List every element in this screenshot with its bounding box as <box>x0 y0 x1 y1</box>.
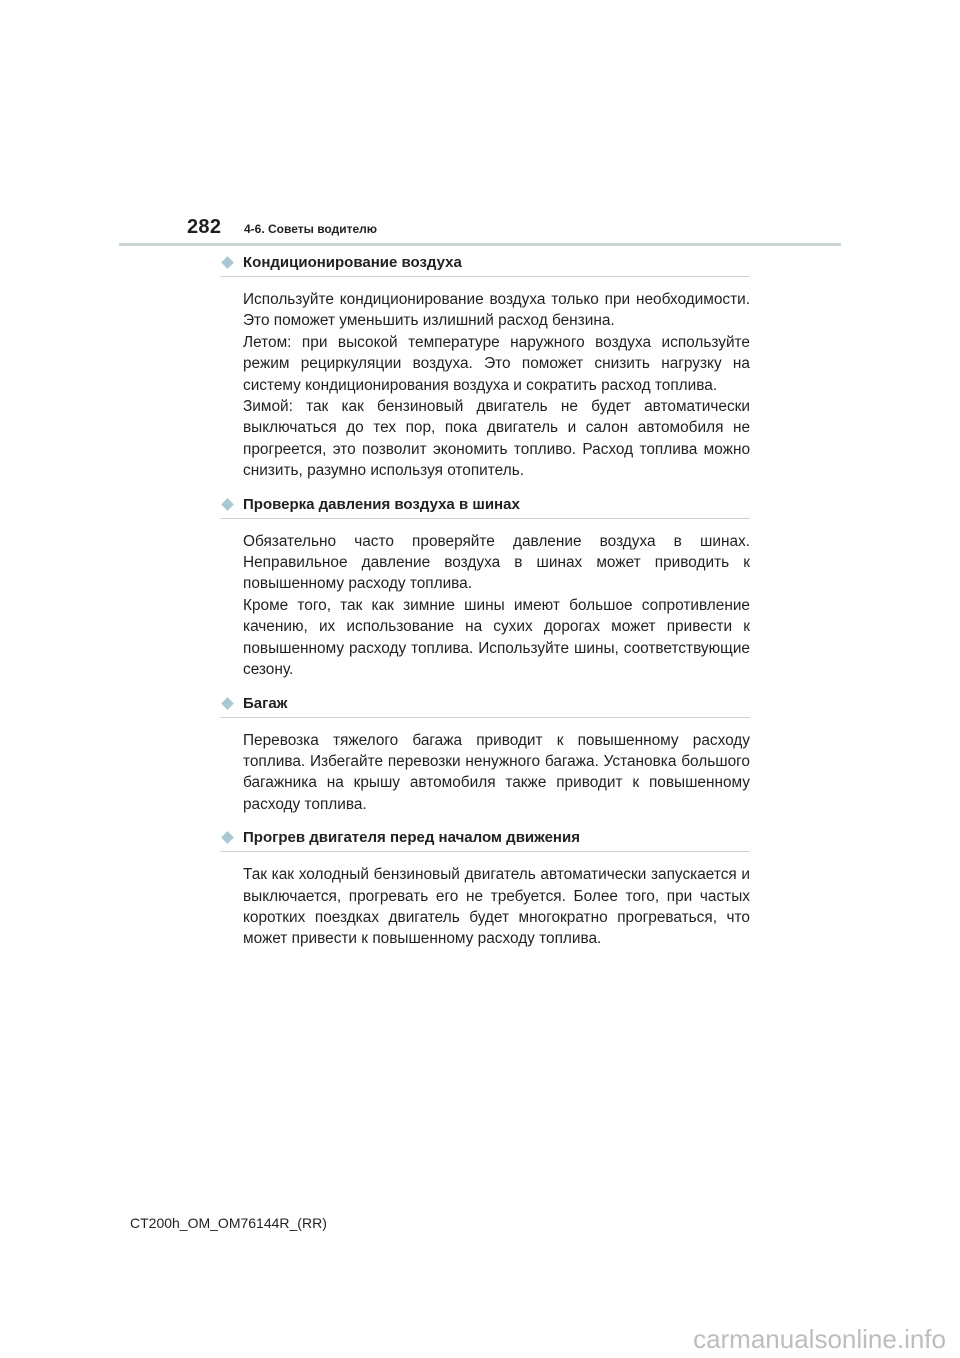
section-title: Кондиционирование воздуха <box>243 254 462 271</box>
diamond-bullet-icon <box>221 697 234 710</box>
header-divider <box>119 243 841 246</box>
paragraph: Зимой: так как бензиновый двигатель не будет автоматически выключаться до тех пор, пока двигатель и салон автомобиля не прогреется, это позволит экономить топливо. Расход топлива можно снизить, разумно используя отопитель. <box>243 398 750 480</box>
section-heading <box>220 494 750 519</box>
page-header <box>0 0 960 250</box>
section-heading <box>220 827 750 852</box>
page-content <box>220 252 750 962</box>
diamond-bullet-icon <box>221 498 234 511</box>
paragraph: Обязательно часто проверяйте давление воздуха в шинах. Неправильное давление воздуха в шинах может приводить к повышенному расходу топлива. <box>243 532 750 593</box>
section-body <box>220 289 750 482</box>
diamond-bullet-icon <box>221 256 234 269</box>
section-heading <box>220 252 750 277</box>
chapter-title: 4-6. Советы водителю <box>244 222 378 236</box>
paragraph: Так как холодный бензиновый двигатель автоматически запускается и выключается, прогревать его не требуется. Более того, при частых коротких поездках двигатель будет многократно прогреваться, что может привести к повышенному расходу топлива. <box>243 866 750 948</box>
section-body <box>220 531 750 681</box>
section-heading <box>220 693 750 718</box>
section-title: Проверка давления воздуха в шинах <box>243 495 520 513</box>
diamond-bullet-icon <box>221 831 234 844</box>
section-tire-pressure <box>220 494 750 681</box>
section-body <box>220 730 750 816</box>
page-number: 282 <box>187 216 222 238</box>
section-air-conditioning <box>220 252 750 482</box>
section-luggage <box>220 693 750 816</box>
document-code: CT200h_OM_OM76144R_(RR) <box>130 1215 327 1231</box>
paragraph: Перевозка тяжелого багажа приводит к повышенному расходу топлива. Избегайте перевозки ненужного багажа. Установка большого багажника на крышу автомобиля также приводит к повышенному расходу топлива. <box>243 731 750 813</box>
section-title: Прогрев двигателя перед началом движения <box>243 829 580 847</box>
section-engine-warmup <box>220 827 750 950</box>
section-title: Багаж <box>243 694 288 712</box>
watermark: carmanualsonline.info <box>693 1324 946 1354</box>
paragraph: Летом: при высокой температуре наружного воздуха используйте режим рециркуляции воздуха. Это поможет снизить нагрузку на систему кондиционирования воздуха и сократить расход топлива. <box>243 333 750 394</box>
section-body <box>220 864 750 950</box>
paragraph: Используйте кондиционирование воздуха только при необходимости. Это поможет уменьшить излишний расход бензина. <box>243 291 750 330</box>
paragraph: Кроме того, так как зимние шины имеют большое сопротивление качению, их использование на сухих дорогах может привести к повышенному расходу топлива. Используйте шины, соответствующие сезону. <box>243 596 750 679</box>
